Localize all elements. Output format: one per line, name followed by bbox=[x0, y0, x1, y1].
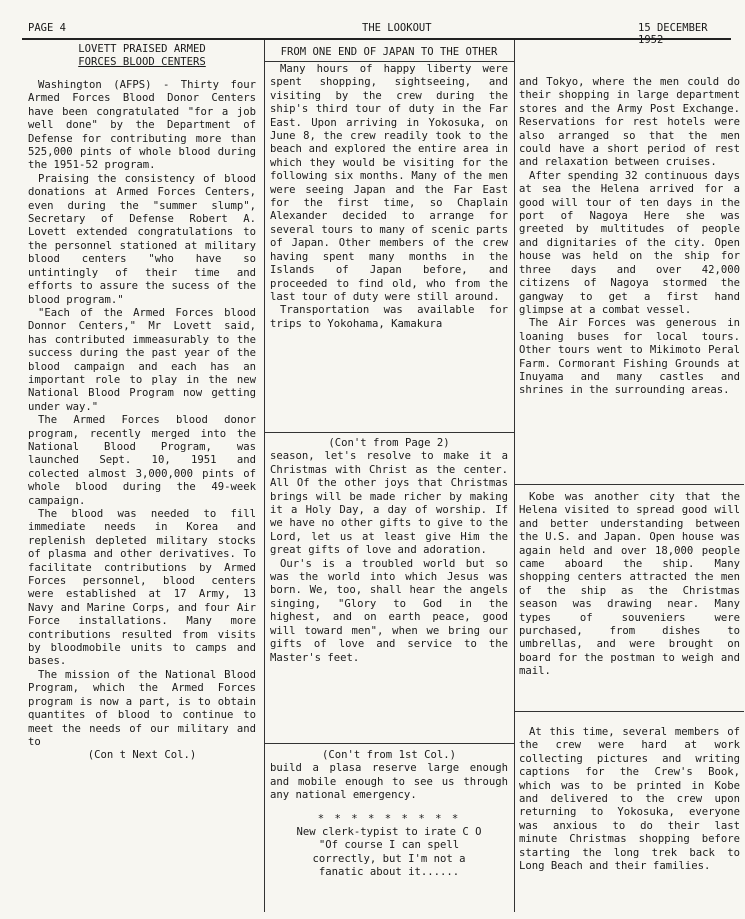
article-headline-line-1: LOVETT PRAISED ARMED bbox=[78, 43, 206, 55]
column-middle-section-2 bbox=[270, 437, 508, 665]
page-number: PAGE 4 bbox=[28, 22, 66, 34]
continuation-heading: (Con't from Page 2) bbox=[328, 437, 450, 449]
issue-date: 15 DECEMBER 1952 bbox=[638, 22, 708, 46]
top-rule bbox=[22, 38, 731, 40]
column-middle bbox=[270, 46, 508, 331]
paragraph: season, let's resolve to make it a Christmas with Christ as the center. All Of the other joys that Christmas brings will be made richer by making it a Holy Day, a day of worship. If we have no other gifts to give to the Lord, let us at least give Him the great gifts of love and adoration. bbox=[270, 450, 508, 557]
paragraph: The Armed Forces blood donor program, recently merged into the National Blood Program, was launched Sept. 10, 1951 and colected almost 3,000,000 pints of whole blood during the 49-week campaign. bbox=[28, 414, 256, 507]
paragraph: Praising the consistency of blood donations at Armed Forces Centers, even during the "summer slump", Secretary of Defense Robert A. Lovett extended congratulations to the personnel stationed at military blood centers "who have so untintingly of their time and efforts to assure the sucess of the blood program." bbox=[28, 172, 256, 306]
paragraph: At this time, several members of the crew were hard at work collecting pictures and writing captions for the Crew's Book, which was to be printed in Kobe and delivered to the crew upon returning to Yokosuka, everyone was anxious to do their last minute Christmas shopping before starting the long trek back to Long Beach and their families. bbox=[519, 726, 740, 873]
paragraph: After spending 32 continuous days at sea the Helena arrived for a good will tour of ten days in the port of Nagoya Here she was greeted by multitudes of people and dignitaries of the city. Open house was held on the ship for three days and over 42,000 citizens of Nagoya stormed the gangway to get a first hand glimpse at a combat vessel. bbox=[519, 169, 740, 316]
section-rule-3 bbox=[514, 484, 744, 485]
column-right-section-2 bbox=[519, 491, 740, 679]
masthead bbox=[22, 22, 735, 46]
paragraph: Transportation was available for trips to Yokohama, Kamakura bbox=[270, 304, 508, 330]
paragraph: The mission of the National Blood Program, which the Armed Forces program is now a part, is to obtain quantites of blood to continue to meet the needs of our military and to bbox=[28, 668, 256, 748]
paragraph: "Each of the Armed Forces blood Donnor Centers," Mr Lovett said, has contributed immeasurably to the success during the past year of the blood campaign and each has an important role to play in the new National Blood Program now getting under way." bbox=[28, 306, 256, 413]
article-headline-line-2: FORCES BLOOD CENTERS bbox=[78, 56, 206, 68]
paragraph: Our's is a troubled world but so was the world into which Jesus was born. We, too, shall hear the angels singing, "Glory to God in the highest, and on earth peace, good will toward men", when we bring our gifts of love and service to the Master's feet. bbox=[270, 557, 508, 664]
filler-line: "Of course I can spell bbox=[318, 839, 460, 852]
filler-line: correctly, but I'm not a bbox=[312, 852, 466, 865]
paragraph: Kobe was another city that the Helena visited to spread good will and better understanding between the U.S. and Japan. Open house was again held and over 18,000 people came aboard the ship. Many shopping centers attracted the men of the ship as the Christmas season was drawing near. Many types of souveniers were purchased, from dishes to umbrellas, and were brought on board for the postman to weigh and mail. bbox=[519, 491, 740, 678]
column-divider-left bbox=[264, 40, 265, 912]
paragraph: and Tokyo, where the men could do their shopping in large department stores and the Army Post Exchange. Reservations for rest hotels were also arranged so that the men could have a short period of rest and relaxation between cruises. bbox=[519, 76, 740, 169]
paragraph: Washington (AFPS) - Thirty four Armed Forces Blood Donor Centers have been congratulated "for a job well done" by the Department of Defense for contributing more than 525,000 pints of whole blood during the 1951-52 program. bbox=[28, 79, 256, 172]
column-right-section-3 bbox=[519, 726, 740, 873]
section-rule-4 bbox=[514, 711, 744, 712]
column-right bbox=[519, 76, 740, 398]
paragraph: build a plasa reserve large enough and mobile enough to see us through any national emergency. bbox=[270, 762, 508, 802]
continuation-heading: (Con't from 1st Col.) bbox=[322, 749, 456, 761]
article-headline: FROM ONE END OF JAPAN TO THE OTHER bbox=[280, 46, 498, 58]
continuation-note: (Con t Next Col.) bbox=[87, 749, 197, 762]
separator-stars: * * * * * * * * * bbox=[317, 812, 461, 825]
paragraph: The blood was needed to fill immediate needs in Korea and replenish depleted military stocks of plasma and other derivatives. To facilitate contributions by Armed Forces personnel, blood centers were established at 17 Army, 13 Navy and Marine Corps, and four Air Force installations. Many more contributions resulted from visits by bloodmobile units to camps and bases. bbox=[28, 508, 256, 668]
newspaper-title: THE LOOKOUT bbox=[362, 22, 432, 34]
section-rule-1 bbox=[264, 432, 514, 433]
paragraph: Many hours of happy liberty were spent shopping, sightseeing, and visiting by the crew during the ship's third tour of duty in the Far East. Upon arriving in Yokosuka, on June 8, the crew readily took to the beach and explored the entire area in which they would be visiting for the following six months. Many of the men were seeing Japan and the Far East for the first time, so Chaplain Alexander decided to arrange for several tours to many of scenic parts of Japan. Other members of the crew having spent many months in the Islands of Japan before, and proceeded to find old, who from the last tour of duty were still around. bbox=[270, 63, 508, 303]
section-rule-2 bbox=[264, 743, 514, 744]
filler-line: New clerk-typist to irate C O bbox=[296, 826, 482, 839]
column-middle-section-3 bbox=[270, 749, 508, 880]
paragraph: The Air Forces was generous in loaning buses for local tours. Other tours went to Mikimoto Peral Farm. Cormorant Fishing Grounds at Inuyama and many castles and shrines in the surrounding areas. bbox=[519, 317, 740, 397]
column-divider-right bbox=[514, 40, 515, 912]
column-left bbox=[28, 43, 256, 763]
filler-line: fanatic about it...... bbox=[318, 866, 460, 879]
